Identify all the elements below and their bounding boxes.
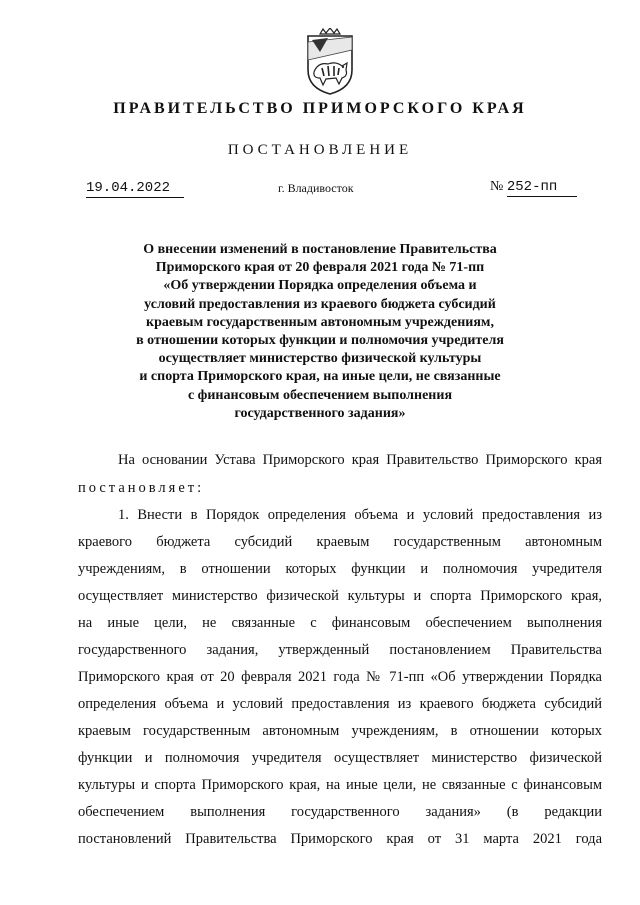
- document-date: 19.04.2022: [86, 180, 184, 198]
- body-line: функции и полномочия учредителя осуществляет министерство физической: [78, 750, 602, 766]
- body-line: краевым государственным автономным учреждениям, в отношении которых: [78, 723, 602, 739]
- document-number-block: [490, 179, 577, 197]
- document-number: 252-пп: [507, 179, 577, 197]
- body-line: На основании Устава Приморского края Правительство Приморского края: [118, 452, 602, 468]
- title-line: краевым государственным автономным учреждениям,: [146, 314, 494, 330]
- body-line: обеспечением выполнения государственного задания» (в редакции: [78, 804, 602, 820]
- organization-name: ПРАВИТЕЛЬСТВО ПРИМОРСКОГО КРАЯ: [113, 100, 527, 117]
- title-line: «Об утверждении Порядка определения объема и: [163, 278, 477, 294]
- title-line: Приморского края от 20 февраля 2021 года № 71-пп: [155, 260, 485, 276]
- body-line: постановляет:: [78, 480, 205, 496]
- body-line: 1. Внести в Порядок определения объема и условий предоставления из: [118, 507, 602, 523]
- title-line: государственного задания»: [234, 405, 406, 421]
- body-line: определения объема и условий предоставления из краевого бюджета субсидий: [78, 696, 602, 712]
- body-line: постановлений Правительства Приморского края от 31 марта 2021 года: [78, 831, 602, 847]
- body-line: Приморского края от 20 февраля 2021 года № 71-пп «Об утверждении Порядка: [78, 669, 602, 685]
- title-line: О внесении изменений в постановление Правительства: [143, 242, 497, 257]
- title-line: условий предоставления из краевого бюджета субсидий: [144, 296, 496, 312]
- title-line: с финансовым обеспечением выполнения: [187, 387, 453, 403]
- document-title: [100, 241, 540, 423]
- document-type: ПОСТАНОВЛЕНИЕ: [227, 142, 413, 158]
- title-line: и спорта Приморского края, на иные цели, не связанные: [139, 369, 501, 385]
- body-line: учреждениям, в отношении которых функции и полномочия учредителя: [78, 561, 602, 577]
- body-line: на иные цели, не связанные с финансовым обеспечением выполнения: [78, 615, 602, 631]
- body-line: культуры и спорта Приморского края, на иные цели, не связанные с финансовым: [78, 777, 602, 793]
- title-line: осуществляет министерство физической культуры: [158, 351, 482, 367]
- body-line: осуществляет министерство физической культуры и спорта Приморского края,: [78, 588, 602, 604]
- body-line: краевого бюджета субсидий краевым государственным автономным: [78, 534, 602, 550]
- document-city: г. Владивосток: [278, 181, 354, 195]
- number-label: №: [490, 179, 504, 194]
- title-line: в отношении которых функции и полномочия учредителя: [136, 333, 504, 349]
- body-line: государственного задания, утвержденный постановлением Правительства: [78, 642, 602, 658]
- coat-of-arms-icon: [298, 28, 362, 96]
